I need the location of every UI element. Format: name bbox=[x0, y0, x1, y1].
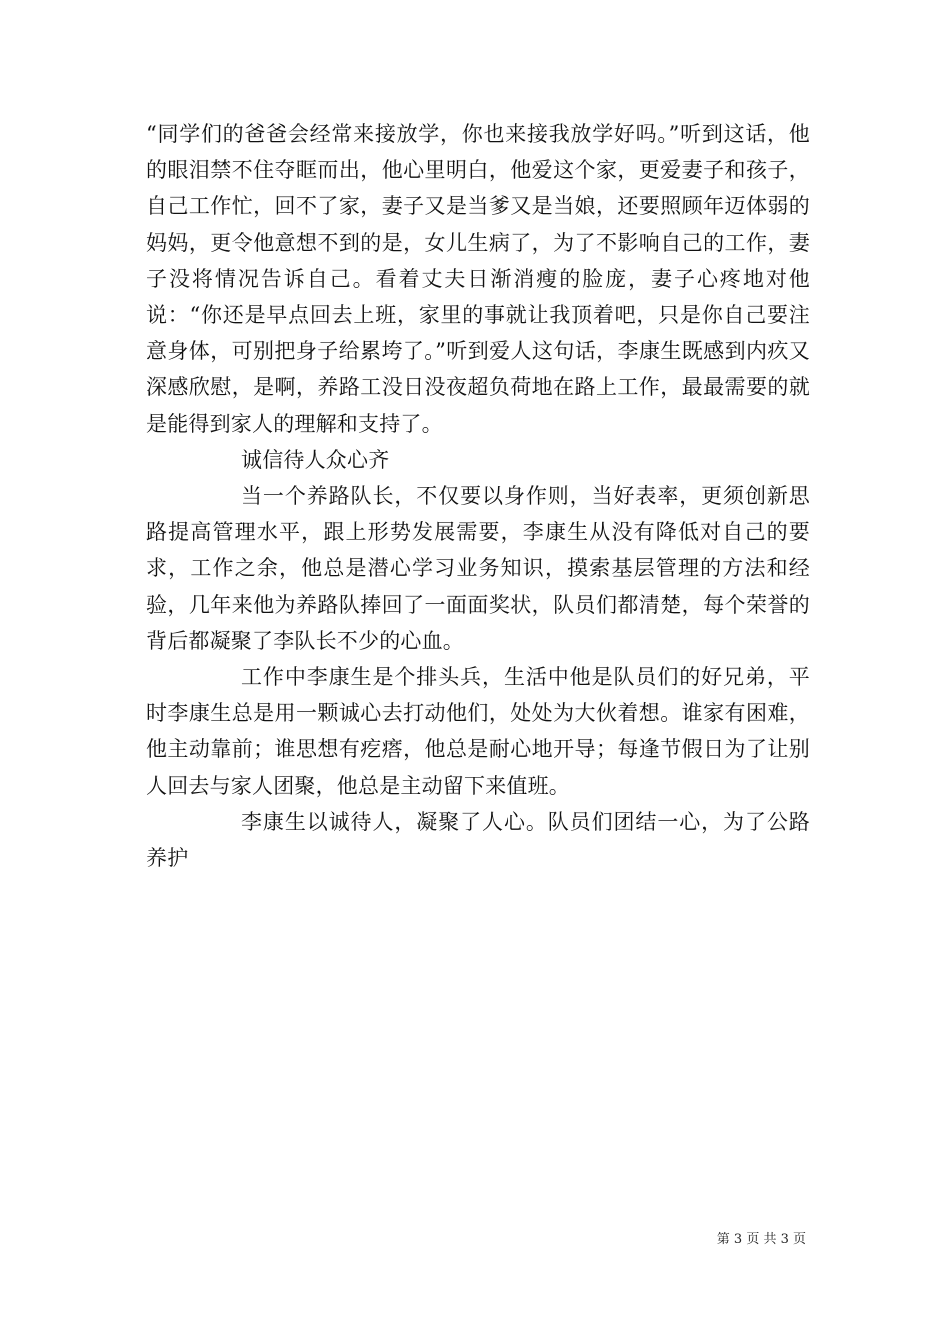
paragraph: 当一个养路队长，不仅要以身作则，当好表率，更须创新思路提高管理水平，跟上形势发展需要，李康生从没有降低对自己的要求，工作之余，他总是潜心学习业务知识，摸索基层管理的方法和经验，几年来他为养路队捧回了一面面奖状，队员们都清楚，每个荣誉的背后都凝聚了李队长不少的心血。 bbox=[146, 484, 810, 653]
section-heading: 诚信待人众心齐 bbox=[241, 447, 390, 472]
document-body bbox=[146, 116, 810, 876]
paragraph: 工作中李康生是个排头兵，生活中他是队员们的好兄弟，平时李康生总是用一颗诚心去打动他们，处处为大伙着想。谁家有困难，他主动靠前；谁思想有疙瘩，他总是耐心地开导；每逢节假日为了让别人回去与家人团聚，他总是主动留下来值班。 bbox=[146, 665, 810, 798]
page-number-footer: 第 3 页 共 3 页 bbox=[716, 1232, 806, 1247]
paragraph: 李康生以诚待人，凝聚了人心。队员们团结一心，为了公路养护 bbox=[146, 809, 810, 871]
paragraph-continuation: “同学们的爸爸会经常来接放学，你也来接我放学好吗。”听到这话，他的眼泪禁不住夺眶而出，他心里明白，他爱这个家，更爱妻子和孩子，自己工作忙，回不了家，妻子又是当爹又是当娘，还要照顾年迈体弱的妈妈，更令他意想不到的是，女儿生病了，为了不影响自己的工作，妻子没将情况告诉自己。看着丈夫日渐消瘦的脸庞，妻子心疼地对他说：“你还是早点回去上班，家里的事就让我顶着吧，只是你自己要注意身体，可别把身子给累垮了。”听到爱人这句话，李康生既感到内疚又深感欣慰，是啊，养路工没日没夜超负荷地在路上工作，最最需要的就是能得到家人的理解和支持了。 bbox=[146, 122, 810, 436]
